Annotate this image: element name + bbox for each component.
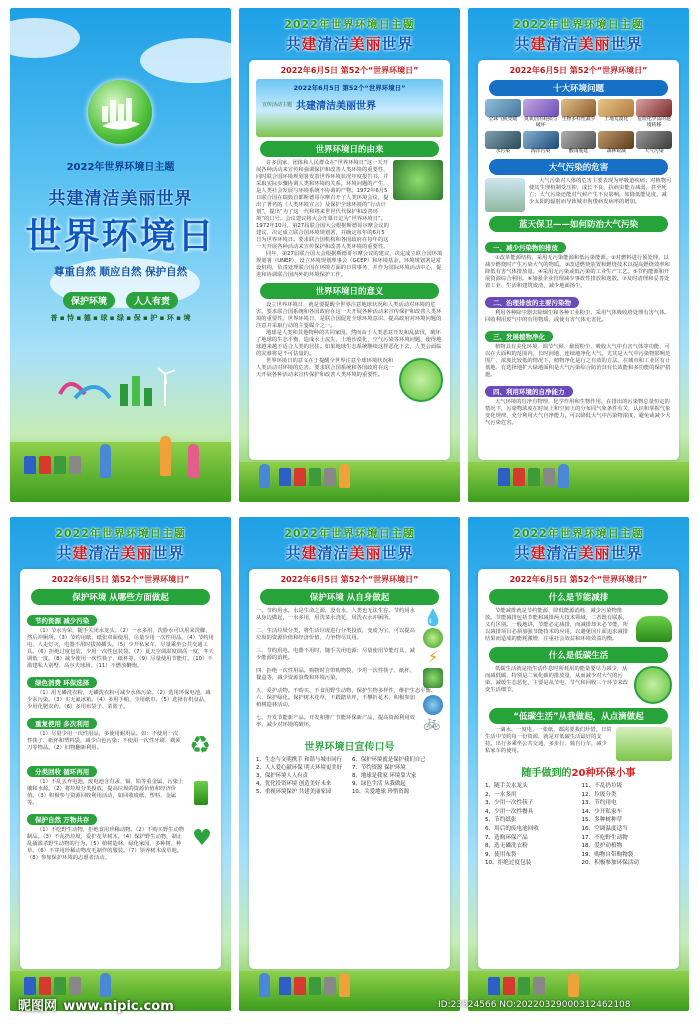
eco-car-icon [636, 616, 672, 642]
section-prevention: 蓝天保卫——如何防治大气污染 [489, 216, 668, 232]
panel-header: 2022年世界环境日主题 [55, 527, 186, 540]
child-figure [339, 464, 350, 488]
self-item: 七、开发节能新产品。开发和推广节能环保新产品，提高资源利用效率，减少对环境的破坏。 [256, 715, 415, 728]
tips-list: 1、随手关水龙头 2、一水多用 3、少用一次性筷子 4、少用一次性餐具 5、节约纸张 6、用后的废电池回收 7、选购环保产品 8、选无磷洗衣粉 9、使用布袋 10、拒绝过度包装 11、不乱扔垃圾 12、垃圾分类 13、节约用电 14、少开私家车 15、多种树种草 16、空调温度适当 17、不吃野生动物 18、爱护动植物 19、购物自带购物袋 20、积极参加环保活动 [485, 783, 639, 867]
start-from-me-text: 一滴水、一度电、一张纸，都需要我们珍惜。日常生活中节约每一份资源，就是对低碳生活最好的支持。出行多乘坐公共交通，多步行、骑自行车，减少私家车的使用。 [485, 727, 612, 754]
event-date: 2022年6月5日 第52个“世界环境日” [509, 66, 648, 75]
panel-slogan: 共建清洁美丽世界 [514, 544, 643, 562]
eco-city-illustration [50, 364, 190, 414]
panel-cover [10, 8, 231, 502]
child-figure [100, 444, 111, 478]
event-date: 2022年6月5日 第52个“世界环境日” [51, 575, 190, 584]
problem-label: 土地荒漠化 [604, 117, 629, 122]
earth-icon [423, 695, 443, 715]
meaning-text-2: 地球是人类和其他物种的共同家园。然而由于人类恶意开发和乱砍伐，破坏了地球的生态平衡，造成水土流失，土地沙漠化，空气污染等环境问题，使得地球越来越不适合人类的居住。如果地球生态系统继续这样恶化下去，人类会面临的灾难将是不可估量的。 [256, 330, 442, 357]
problem-label: 生物多样性减少 [561, 117, 596, 122]
recycle-bins [279, 977, 336, 995]
event-date: 2022年6月5日 第52个“世界环境日” [280, 575, 419, 584]
sub-reduce: 一、减少污染物的排放 [485, 242, 566, 253]
recycle-icon: ♻ [189, 731, 211, 759]
child-figure [259, 973, 270, 997]
sub-protect-nature: 保护自然 万物共存 [27, 814, 97, 825]
air-pollution-illustration [485, 178, 525, 212]
content-card [478, 60, 679, 460]
self-item: 六、保护绿化。保护树木花草，不践踏草坪，不攀折花木，积极参加植树造林活动。 [256, 695, 415, 708]
cover-title: 世界环境日 [25, 216, 216, 257]
recycle-text: （1）不乱丢弃电池，废电池含有汞、镉、铅等重金属，污染土壤和水源。（2）将垃圾分类投放，提高垃圾的资源价值和经济价值。（3）积极参与资源回收利用活动，如回收废纸、塑料、金属等。 [27, 779, 184, 806]
plug-icon: ⚡ [427, 648, 439, 666]
child-figure [339, 973, 350, 997]
section-start-from-me: “低碳生活”从我做起，从点滴做起 [489, 708, 668, 724]
sub-recycle: 分类回收 循环再用 [27, 766, 97, 777]
event-banner: 2022年6月5日 第52个“世界环境日” 宣传活动主题 共建清洁美丽世界 [256, 79, 443, 137]
cover-slogan: 共建清洁美丽世界 [48, 189, 193, 209]
child-figure [188, 444, 199, 478]
earth-sprout-photo [393, 160, 443, 200]
child-figure [259, 464, 270, 488]
tips-title: 随手做到的20种环保小事 [521, 768, 636, 779]
sub-treat: 二、治理排放的主要污染物 [485, 297, 579, 308]
panel-slogan: 共建清洁美丽世界 [285, 35, 414, 53]
panel-header: 2022年世界环境日主题 [513, 18, 644, 31]
panel-low-carbon [468, 517, 689, 1011]
panel-slogan: 共建清洁美丽世界 [514, 35, 643, 53]
reuse-text: （1）尽量少用一次性用品，多使用耐用品。如：不使用一次性筷子、纸杯和塑料袋，减少白色污染；不使用一次性牙刷、剃须刀等物品。（2）旧物翻新利用。 [27, 731, 181, 751]
self-item: 二、生活垃圾分类。将生活垃圾进行分类投放，变废为宝，可以提高垃圾的资源价值和经济价值，力争物尽其用。 [256, 628, 415, 641]
selfclean-text: 大气环境的自净有物理、化学作用和生物作用。在排出的污染物总量恒定的情况下，污染物浓度在时间上和空间上的分布同气象条件有关，认识和掌握气象变化规律，充分利用大气自净能力，可以降低大气中污染物浓度，避免或减少大气污染危害。 [485, 399, 671, 426]
panel-header: 2022年世界环境日主题 [284, 527, 415, 540]
meaning-text-3: 世界环境日的意义在于提醒全世界注意全球环境状况和人类活动对环境的危害。要求联合国系统和各国政府在这一天开展各种活动来宣传保护和改善人类环境的重要性。 [256, 358, 394, 378]
content-card [249, 569, 450, 969]
section-low-carbon: 什么是低碳生活 [489, 647, 668, 663]
self-item: 五、爱护动物。不购买、不食用野生动物，保护生物多样性，维护生态平衡。 [256, 688, 437, 694]
meaning-text: 设立世界环境日，就是要提醒全世界注意地球状况和人类活动对环境的危害。要求联合国系统和各国政府在这一天开展各种活动来宣传保护和改善人类环境的重要性。世界环境日，是联合国促进全球环境意识、提高政府对环境问题的注意并采取行动的主要媒介之一。 [256, 302, 442, 329]
lightbulb-icon [423, 628, 443, 648]
watermark-id: ID:23324566 NO:20220329000312462108 [438, 1000, 631, 1010]
child-figure [558, 464, 569, 488]
recycle-bins [24, 977, 81, 995]
recycle-bins [279, 468, 336, 486]
panel-slogan: 共建清洁美丽世界 [56, 544, 185, 562]
tree-circle-icon [399, 358, 443, 402]
watermark-logo: 昵图网 www.nipic.com [18, 999, 174, 1014]
air-harm-text: 大气污染对人体的危害主要表现为呼吸道疾病；对植物可使其生理机制受压抑，成长不良，抗病虫能力减弱，甚至死亡；大气污染还能对气候产生不良影响，如降低能见度，减少太阳的辐射而导致城市佝偻病发病率的增加。 [529, 178, 672, 205]
cover-tags: 普 ▪ 恃 ▪ 德 ▪ 球 ▪ 绿 ▪ 保 ▪ 护 ▪ 环 ▪ 境 [50, 314, 191, 322]
panel-origin [239, 8, 460, 502]
protect-nature-text: （1）不吃野生动物，拒绝食用珍稀动物。（2）不购买野生动物制品。（3）不乱扔垃圾，爱护花草树木。（4）保护野生动物，制止乱捕滥杀野生动物的行为。（5）植树造林，绿化家园，多种树、种草。（6）不穿用珍稀动物皮毛制作的服装。（7）领养树木或草地。（8）参加保护环境的志愿者活动。 [27, 827, 185, 861]
problem-label: 大气污染 [644, 149, 664, 154]
problem-label: 水污染 [495, 149, 511, 154]
cover-subline: 尊重自然 顺应自然 保护自然 [53, 266, 188, 278]
globe-logo-icon [88, 80, 152, 144]
content-card [20, 569, 221, 969]
section-from-self: 保护环境 从自身做起 [260, 589, 439, 605]
sub-selfclean: 四、利用环境的自净能力 [485, 386, 573, 397]
event-date: 2022年6月5日 第52个“世界环境日” [280, 66, 419, 75]
treat-text: 利用各种除尘器去除烟尘和各种工业粉尘。采用气体吸收塔处理有害气体。回收利用废气中的有用物质，或使有害气体无害化。 [485, 310, 670, 323]
faucet-icon: 💧 [423, 608, 443, 627]
panel-header: 2022年世界环境日主题 [284, 18, 415, 31]
section-air-harm: 大气污染的危害 [489, 159, 668, 175]
recycle-bins [488, 977, 545, 995]
origin-text-2: 同年，第27届联合国大会根据斯德哥尔摩会议的建议，决定成立联合国环境规划署（UNEP），设立环境规划理事会（GCEP）和环境基金。环境规划署是常设机构，负责处理联合国在环境方面的日常事务，并作为国际环境活动中心，促进和协调联合国内外的环境保护工作。 [256, 251, 443, 278]
child-figure [160, 436, 171, 476]
event-date: 2022年6月5日 第52个“世界环境日” [509, 575, 648, 584]
battery-icon [194, 781, 208, 805]
heart-leaf-icon: ♥ [192, 826, 212, 851]
reduce-text: ①改革能源结构，采用无污染能源和低污染能源。②对燃料进行预处理，以减少燃烧时产生污染大气的物质。③改进燃烧装置和燃烧技术以提高燃烧效率和降低有害气体排放量。④采用无污染或低污染的工业生产工艺。⑤节约能源和开展资源综合利用。⑥加强企业管理减少事故性排放和逸散。⑦及时清理和妥善处置工业、生活和建筑废渣，减少地面扬尘。 [485, 255, 670, 289]
cover-badges [10, 289, 231, 309]
problem-label: 海洋污染 [531, 149, 551, 154]
badge-responsibility: 人人有责 [126, 292, 178, 309]
section-meaning: 世界环境日的意义 [260, 283, 439, 299]
sub-green-consume: 绿色消费 环保选择 [27, 677, 97, 688]
sub-reuse: 重复使用 多次利用 [27, 718, 97, 729]
child-figure [568, 973, 579, 997]
slogan-list: 1、生态与文明携手 和谐与城市同行 2、人人爱心献环保 明天环境更美好 3、保护环境人人有责 4、优化投资环境 创造美好未来 5、重视环境保护 共建美丽家园 6、保护环境就是保护我们自己 7、节约资源 保护环境 8、地球是我家 环境靠大家 9、绿色生活 从我做起 10、关爱地球 珍惜资源 [256, 757, 426, 795]
energy-saving-text: 节能减排就是节约能源、降低能源消耗、减少污染物排放。节能减排包括节能和减排两大技术领域，二者既有联系，又有区别。一般地讲，节能必定减排，而减排却未必节能，所以减排项目必须加强节能技术的应用，以避免因片面追求减排结果而造成的能耗激增，注重社会效益和环境效益均衡。 [485, 608, 629, 642]
problem-label: 森林锐减 [606, 149, 626, 154]
low-carbon-text: 低碳生活就是指生活作息时所耗用的能量要尽力减少，从而减低碳，特别是二氧化碳的排放量，从而减少对大气的污染，减缓生态恶化，主要是从节电、节气和回收三个环节来改变生活细节。 [485, 666, 629, 693]
problem-label: 全球气候变暖 [488, 117, 518, 122]
panel-slogan: 共建清洁美丽世界 [285, 544, 414, 562]
family-illustration [616, 727, 672, 761]
self-item: 三、节约用电。电器不用时，随手关闭电源；尽量使用节能灯具，减少能源的消耗。 [256, 648, 415, 661]
section-where-start: 保护环境 从哪些方面做起 [31, 589, 210, 605]
problem-label: 臭氧层的耗损与破坏 [523, 117, 558, 128]
green-consume-text: （1）用无磷洗衣粉，无磷洗衣粉可减少水体污染。（2）选用环保电池，减少汞污染。（3）买无氟冰箱。（4）多用手帕，少用纸巾。（5）选择有机食品，少用化肥农药。（6）多用布袋子、菜篮子。 [27, 690, 211, 710]
content-card [249, 60, 450, 460]
plant-box-icon [423, 668, 443, 688]
problem-grid [485, 99, 672, 155]
badge-protect: 保护环境 [63, 292, 115, 309]
section-ten-problems: 十大环境问题 [489, 80, 668, 96]
slogan-section-title: 世界环境日宣传口号 [304, 742, 395, 753]
panel-header: 2022年世界环境日主题 [513, 527, 644, 540]
section-origin: 世界环境日的由来 [260, 141, 439, 157]
problem-label: 酸雨蔓延 [568, 149, 589, 154]
self-item: 四、拒绝一次性用品。购物时自带购物袋，少用一次性筷子、纸杯、餐盒等，减少资源浪费和环境污染。 [256, 668, 415, 681]
origin-text: 许多国家、团体和人民群众在“世界环境日”这一天开展各种活动来宣传和强调保护和改善人类环境的重要性，同时联合国环境规划署发表世界环境状况年度报告书，并采取实际步骤协调人类和环境的关系。环境问题的产生，是人类社会发展与环境系统不协调的产物。1972年6月5日联合国在瑞典首都斯德哥尔摩召开了人类环境会议，提出了著名的《人类环境宣言》及保护全球环境的“行动计划”，提出“为了这一代和将来世世代代保护和改善环境”的口号。会议建议将大会开幕日定为“世界环境日”。1972年10月，第27届联合国大会根据斯德哥尔摩会议的建议，决定成立联合国环境规划署，并确定每年的6月5日为世界环境日。要求联合国机构和各国政府在每年的这一天开展各种活动来宣传保护和改善人类环境的重要性。 [256, 160, 389, 250]
panel-from-self [239, 517, 460, 1011]
plants-text: 植物具有美化环境、调节气候、截留粉尘、吸收大气中有害气体等功能，可以在大面积的范围内，长时间地、连续地净化大气。尤其是大气中污染物影响范围广、浓度比较低的情况下，植物净化是行之有效的方法。在城市和工业区有计划地、有选择地扩大绿地面积是大气污染综合防治具有长效能和多功能的保护措施。 [485, 344, 671, 378]
save-resources-text: （1）节水为荣，随手关闭水龙头。（2）一水多用，洗脸水可以用来洗脚，然后冲厕所。（3）节约用纸，纸张双面使用，尽量少用一次性用品。（4）节约用电，人走灯灭，电器不用时拔掉插头。（5）少开私家车，尽量乘坐公共交通工具。（6）拒绝过度包装，少用一次性包装袋。（7）夏天空调温度调高一度，冬天调低一度。（8）减少使用一次性筷子、纸杯等。（9）尽量使用节能灯。（10）不滥建私人别墅、高尔夫球场。（11）不燃放鞭炮。 [27, 628, 214, 669]
panel-problems [468, 8, 689, 502]
self-item: 一、节约用水。水是生命之源，没有水，人类也无法生存。节约用水从身边做起，一水多用，用洗菜水浇花，用洗衣水冲厕所。 [256, 608, 415, 621]
problem-label: 危险化学品的越境转移 [637, 117, 671, 128]
sub-save-resources: 节约资源 减少污染 [27, 615, 97, 626]
content-card [478, 569, 679, 969]
tree-circle-icon [634, 666, 672, 704]
sub-plants: 三、发展植物净化 [485, 331, 553, 342]
cover-header: 2022年世界环境日主题 [66, 162, 175, 173]
section-energy-saving: 什么是节能减排 [489, 589, 668, 605]
panel-where-start [10, 517, 231, 1011]
recycle-bins [498, 468, 555, 486]
recycle-bins [24, 456, 81, 474]
bicycle-icon: 🚲 [423, 715, 441, 731]
